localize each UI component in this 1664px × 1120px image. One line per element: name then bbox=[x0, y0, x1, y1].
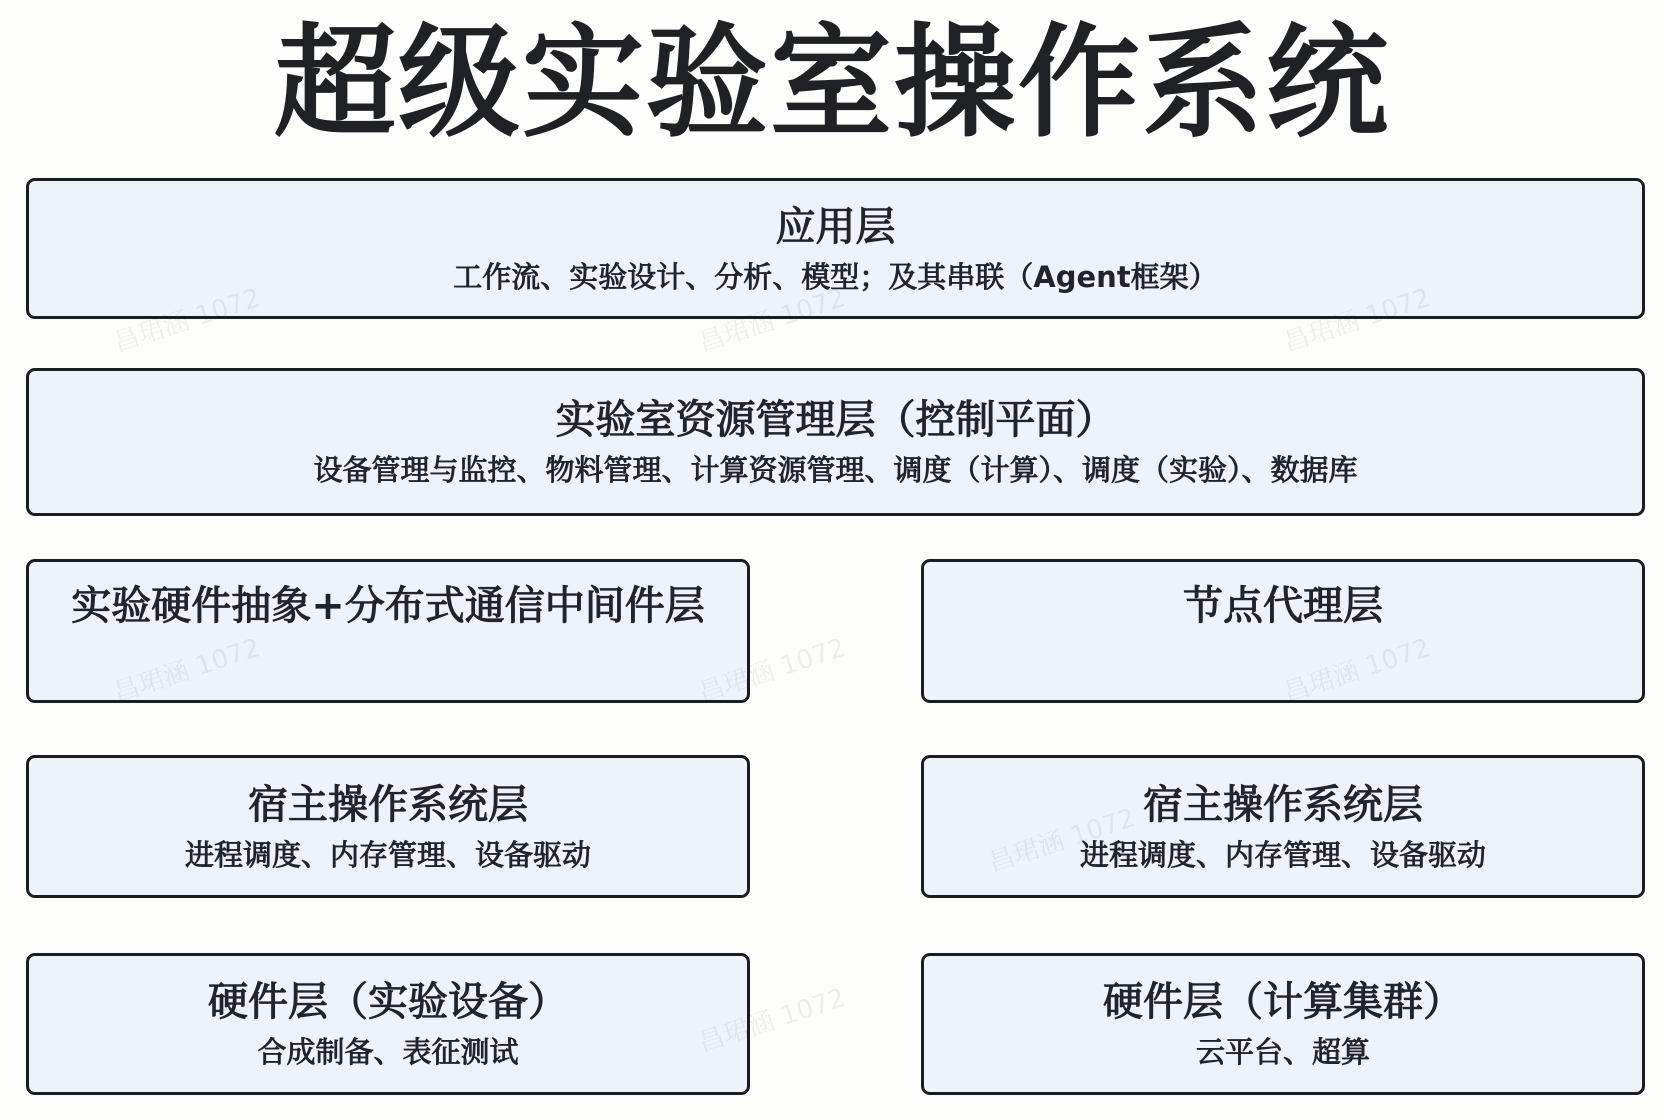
layer-desc: 进程调度、内存管理、设备驱动 bbox=[184, 837, 591, 872]
layer-desc: 合成制备、表征测试 bbox=[257, 1035, 519, 1069]
node-agent-layer bbox=[921, 559, 1645, 703]
layer-title: 宿主操作系统层 bbox=[1143, 781, 1423, 828]
application-layer bbox=[26, 178, 1645, 319]
layer-title: 实验硬件抽象+分布式通信中间件层 bbox=[71, 583, 705, 629]
watermark: 昌珺涵 1072 bbox=[694, 283, 850, 359]
layer-title: 节点代理层 bbox=[1183, 583, 1383, 629]
watermark: 昌珺涵 1072 bbox=[694, 633, 850, 709]
hardware-lab-layer bbox=[26, 953, 750, 1095]
page-title: 超级实验室操作系统 bbox=[274, 12, 1390, 154]
layer-title: 应用层 bbox=[775, 203, 896, 250]
layer-title: 实验室资源管理层（控制平面） bbox=[555, 397, 1116, 443]
watermark: 昌珺涵 1072 bbox=[109, 283, 265, 359]
resource-management-layer bbox=[26, 368, 1645, 516]
middleware-layer bbox=[26, 559, 750, 703]
hardware-compute-layer bbox=[921, 953, 1645, 1095]
layer-title: 硬件层（计算集群） bbox=[1103, 979, 1463, 1025]
layer-desc: 进程调度、内存管理、设备驱动 bbox=[1079, 837, 1486, 872]
layer-desc: 云平台、超算 bbox=[1195, 1035, 1370, 1069]
host-os-layer-right bbox=[921, 755, 1645, 898]
watermark: 昌珺涵 1072 bbox=[694, 983, 850, 1059]
watermark: 昌珺涵 1072 bbox=[1279, 283, 1435, 359]
host-os-layer-left bbox=[26, 755, 750, 898]
layer-title: 硬件层（实验设备） bbox=[208, 979, 568, 1025]
layer-desc: 工作流、实验设计、分析、模型；及其串联（Agent框架） bbox=[453, 259, 1218, 294]
layer-title: 宿主操作系统层 bbox=[248, 781, 528, 828]
layer-desc: 设备管理与监控、物料管理、计算资源管理、调度（计算）、调度（实验）、数据库 bbox=[313, 453, 1358, 487]
